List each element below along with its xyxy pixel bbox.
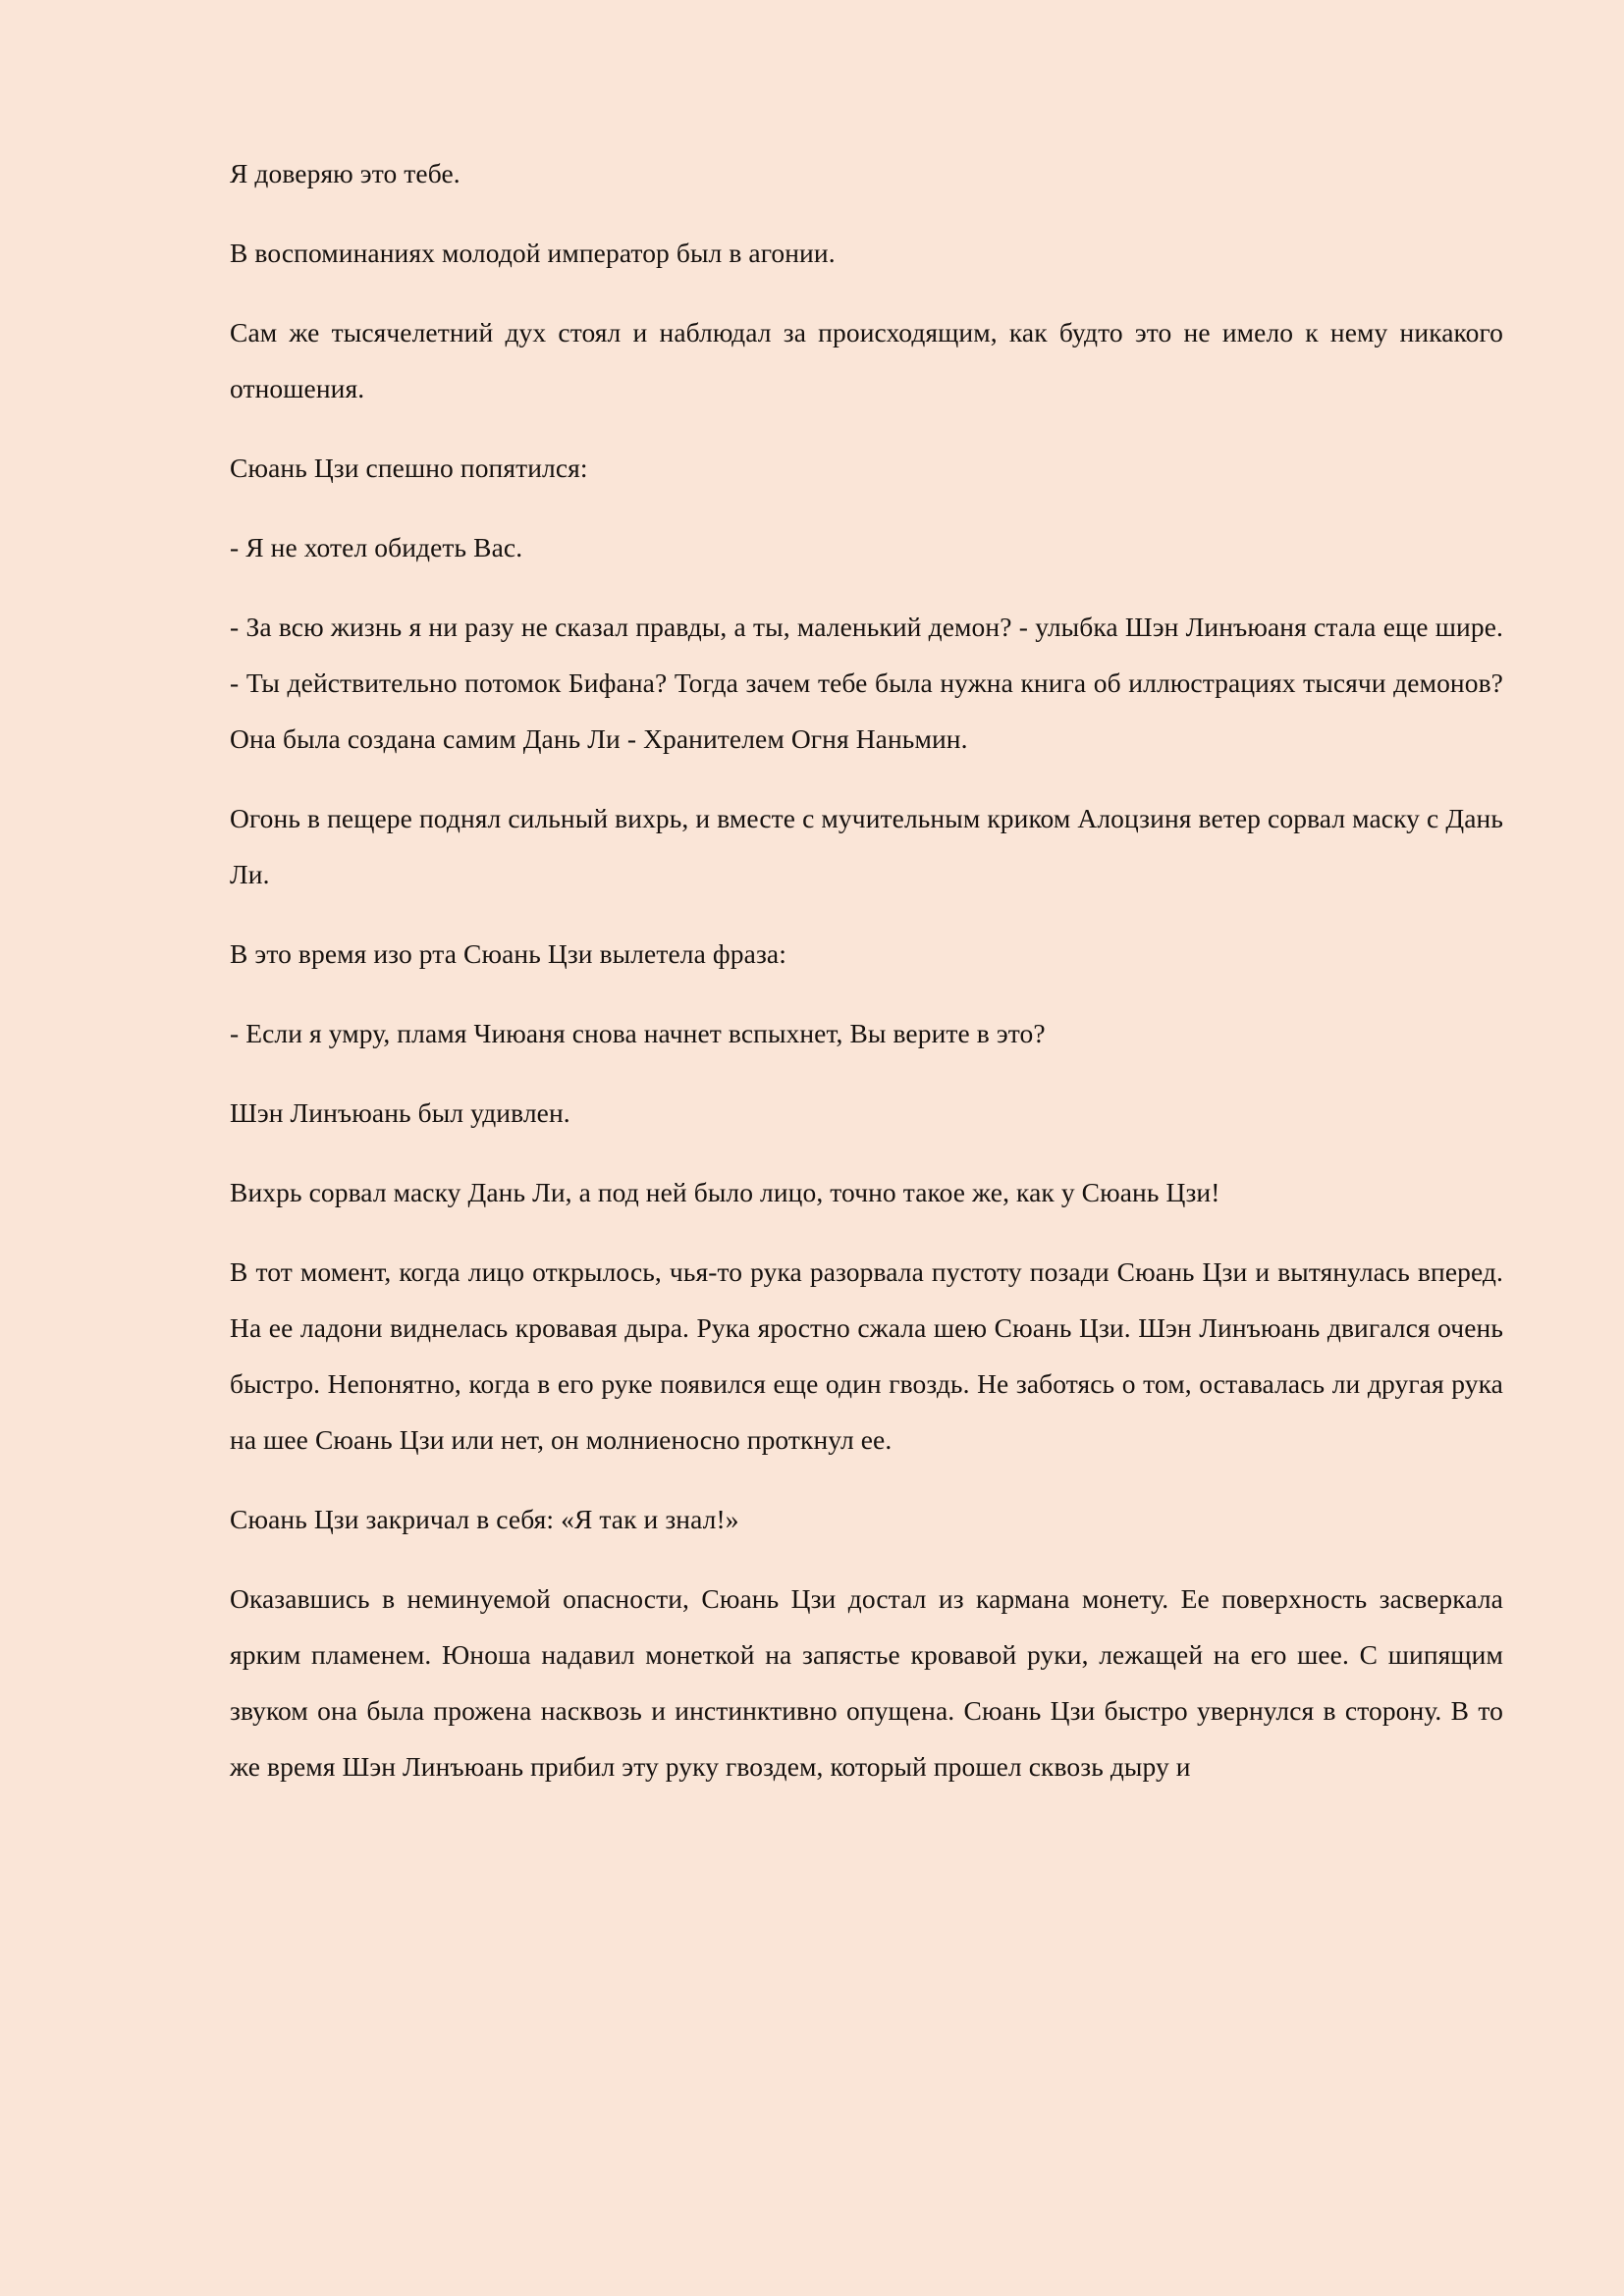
- paragraph-9: - Если я умру, пламя Чиюаня снова начнет вспыхнет, Вы верите в это?: [230, 1018, 1046, 1048]
- text-column: [230, 145, 1503, 1794]
- paragraph-1: Я доверяю это тебе.: [230, 158, 460, 188]
- paragraph-8: В это время изо рта Сюань Цзи вылетела фраза:: [230, 938, 786, 969]
- paragraph-6: - За всю жизнь я ни разу не сказал правды, а ты, маленький демон? - улыбка Шэн Линъюаня стала еще шире. - Ты действительно потомок Бифана? Тогда зачем тебе была нужна книга об иллюстрациях тысячи демонов? Она была создана самим Дань Ли - Хранителем Огня Наньмин.: [230, 612, 1503, 754]
- paragraph-2: В воспоминаниях молодой император был в агонии.: [230, 238, 836, 268]
- paragraph-7: Огонь в пещере поднял сильный вихрь, и вместе с мучительным криком Алоцзиня ветер сорвал маску с Дань Ли.: [230, 803, 1503, 889]
- paragraph-10: Шэн Линъюань был удивлен.: [230, 1097, 570, 1128]
- paragraph-3: Сам же тысячелетний дух стоял и наблюдал за происходящим, как будто это не имело к нему никакого отношения.: [230, 317, 1503, 403]
- paragraph-12: В тот момент, когда лицо открылось, чья-то рука разорвала пустоту позади Сюань Цзи и вытянулась вперед. На ее ладони виднелась кровавая дыра. Рука яростно сжала шею Сюань Цзи. Шэн Линъюань двигался очень быстро. Непонятно, когда в его руке появился еще один гвоздь. Не заботясь о том, оставалась ли другая рука на шее Сюань Цзи или нет, он молниеносно проткнул ее.: [230, 1256, 1503, 1455]
- paragraph-11: Вихрь сорвал маску Дань Ли, а под ней было лицо, точно такое же, как у Сюань Цзи!: [230, 1177, 1220, 1207]
- paragraph-13: Сюань Цзи закричал в себя: «Я так и знал!»: [230, 1504, 739, 1534]
- paragraph-14: Оказавшись в неминуемой опасности, Сюань Цзи достал из кармана монету. Ее поверхность засверкала ярким пламенем. Юноша надавил монеткой на запястье кровавой руки, лежащей на его шее. С шипящим звуком она была прожена насквозь и инстинктивно опущена. Сюань Цзи быстро увернулся в сторону. В то же время Шэн Линъюань прибил эту руку гвоздем, который прошел сквозь дыру и: [230, 1583, 1503, 1782]
- paragraph-4: Сюань Цзи спешно попятился:: [230, 453, 588, 483]
- paragraph-5: - Я не хотел обидеть Вас.: [230, 532, 523, 562]
